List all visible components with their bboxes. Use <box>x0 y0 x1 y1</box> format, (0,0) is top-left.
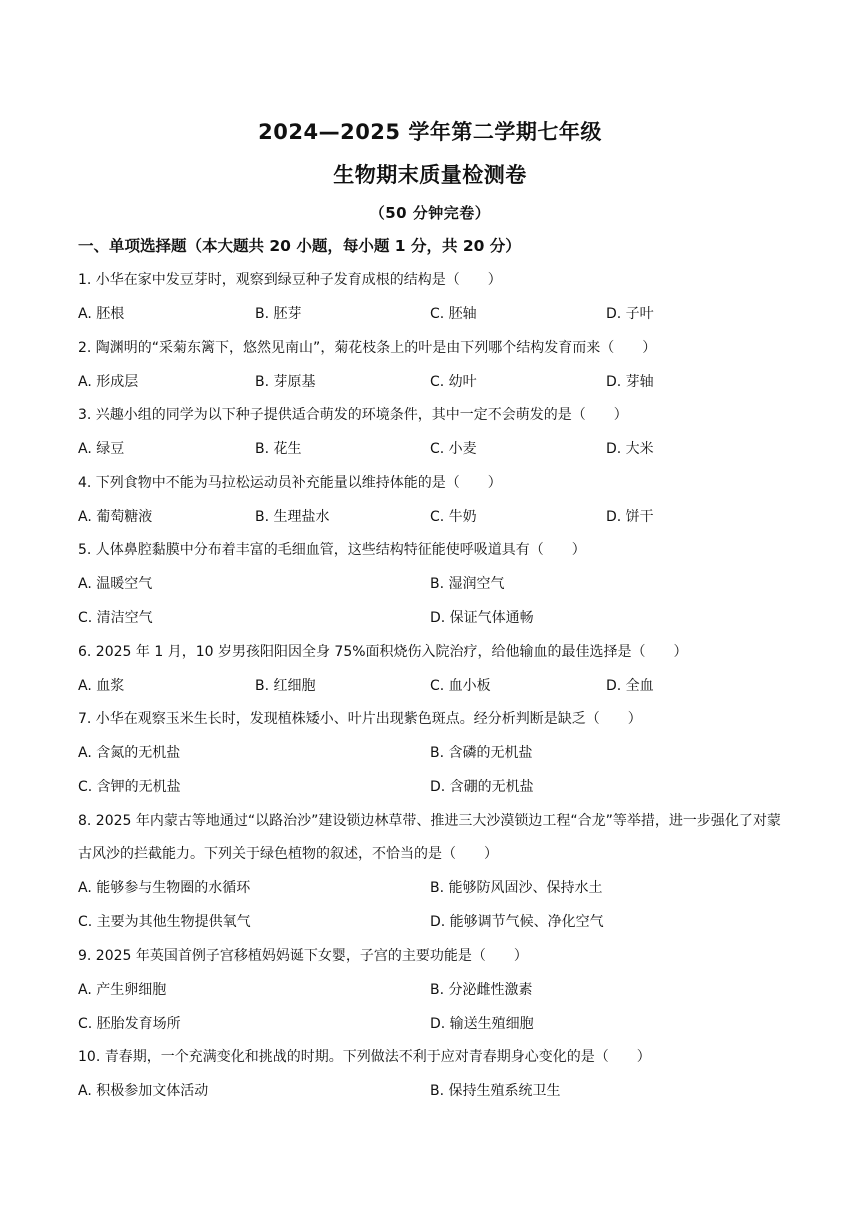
option-d: D. 饼干 <box>606 509 654 525</box>
option-a: A. 血浆 <box>78 678 125 694</box>
question-10-options-row1 <box>0 1081 860 1115</box>
question-stem: 7. 小华在观察玉米生长时，发现植株矮小、叶片出现紫色斑点。经分析判断是缺乏（ ） <box>78 711 642 727</box>
option-a: A. 形成层 <box>78 374 139 390</box>
question-stem: 10. 青春期，一个充满变化和挑战的时期。下列做法不利于应对青春期身心变化的是（ ） <box>78 1049 651 1065</box>
option-d: D. 子叶 <box>606 306 654 322</box>
option-d: D. 大米 <box>606 441 654 457</box>
option-b: B. 花生 <box>255 441 302 457</box>
option-d: D. 全血 <box>606 678 654 694</box>
option-d: D. 输送生殖细胞 <box>430 1016 534 1032</box>
option-a: A. 产生卵细胞 <box>78 982 167 998</box>
option-c: C. 胚轴 <box>430 306 477 322</box>
option-a: A. 葡萄糖液 <box>78 509 153 525</box>
question-stem: 9. 2025 年英国首例子宫移植妈妈诞下女婴，子宫的主要功能是（ ） <box>78 948 528 964</box>
question-8 <box>0 811 860 879</box>
question-stem: 3. 兴趣小组的同学为以下种子提供适合萌发的环境条件，其中一定不会萌发的是（ ） <box>78 407 628 423</box>
option-d: D. 能够调节气候、净化空气 <box>430 914 604 930</box>
option-b: B. 保持生殖系统卫生 <box>430 1083 561 1099</box>
section-heading: 一、单项选择题（本大题共 20 小题，每小题 1 分，共 20 分） <box>78 237 521 255</box>
question-9-options-row1 <box>0 980 860 1014</box>
question-10 <box>0 1047 860 1081</box>
option-c: C. 血小板 <box>430 678 491 694</box>
question-stem: 1. 小华在家中发豆芽时，观察到绿豆种子发育成根的结构是（ ） <box>78 272 502 288</box>
question-9 <box>0 946 860 980</box>
option-b: B. 生理盐水 <box>255 509 330 525</box>
question-5 <box>0 540 860 574</box>
question-1 <box>0 270 860 304</box>
option-c: C. 主要为其他生物提供氧气 <box>78 914 251 930</box>
exam-title-line2: 生物期末质量检测卷 <box>333 163 527 187</box>
option-a: A. 温暖空气 <box>78 576 153 592</box>
question-8-options-row2 <box>0 912 860 946</box>
question-1-options <box>0 304 860 338</box>
option-c: C. 小麦 <box>430 441 477 457</box>
option-a: A. 胚根 <box>78 306 125 322</box>
question-5-options-row2 <box>0 608 860 642</box>
question-stem: 8. 2025 年内蒙古等地通过“以路治沙”建设锁边林草带、推进三大沙漠锁边工程“合龙”等举措，进一步强化了对蒙古风沙的拦截能力。下列关于绿色植物的叙述，不恰当的是（ ） <box>78 813 781 862</box>
question-stem: 5. 人体鼻腔黏膜中分布着丰富的毛细血管，这些结构特征能使呼吸道具有（ ） <box>78 542 586 558</box>
question-2 <box>0 338 860 372</box>
question-5-options-row1 <box>0 574 860 608</box>
question-6-options <box>0 676 860 710</box>
option-c: C. 牛奶 <box>430 509 477 525</box>
option-d: D. 保证气体通畅 <box>430 610 534 626</box>
question-4-options <box>0 507 860 541</box>
option-d: D. 含硼的无机盐 <box>430 779 534 795</box>
option-b: B. 能够防风固沙、保持水土 <box>430 880 603 896</box>
question-stem: 4. 下列食物中不能为马拉松运动员补充能量以维持体能的是（ ） <box>78 475 502 491</box>
question-stem: 6. 2025 年 1 月，10 岁男孩阳阳因全身 75%面积烧伤入院治疗，给他输血的最佳选择是（ ） <box>78 644 688 660</box>
option-a: A. 能够参与生物圈的水循环 <box>78 880 251 896</box>
option-b: B. 湿润空气 <box>430 576 505 592</box>
option-a: A. 含氮的无机盐 <box>78 745 181 761</box>
question-stem: 2. 陶渊明的“采菊东篱下，悠然见南山”，菊花枝条上的叶是由下列哪个结构发育而来（ ） <box>78 340 657 356</box>
option-d: D. 芽轴 <box>606 374 654 390</box>
option-b: B. 分泌雌性激素 <box>430 982 533 998</box>
option-b: B. 含磷的无机盐 <box>430 745 533 761</box>
exam-subtitle: （50 分钟完卷） <box>369 204 491 222</box>
option-b: B. 芽原基 <box>255 374 316 390</box>
question-2-options <box>0 372 860 406</box>
option-c: C. 含钾的无机盐 <box>78 779 181 795</box>
question-4 <box>0 473 860 507</box>
option-b: B. 胚芽 <box>255 306 302 322</box>
exam-title-line1: 2024—2025 学年第二学期七年级 <box>258 120 602 144</box>
option-c: C. 胚胎发育场所 <box>78 1016 181 1032</box>
option-a: A. 积极参加文体活动 <box>78 1083 209 1099</box>
question-9-options-row2 <box>0 1014 860 1048</box>
question-7-options-row1 <box>0 743 860 777</box>
question-8-options-row1 <box>0 878 860 912</box>
question-3-options <box>0 439 860 473</box>
option-c: C. 清洁空气 <box>78 610 153 626</box>
option-a: A. 绿豆 <box>78 441 125 457</box>
option-c: C. 幼叶 <box>430 374 477 390</box>
option-b: B. 红细胞 <box>255 678 316 694</box>
question-6 <box>0 642 860 676</box>
question-7 <box>0 709 860 743</box>
question-3 <box>0 405 860 439</box>
